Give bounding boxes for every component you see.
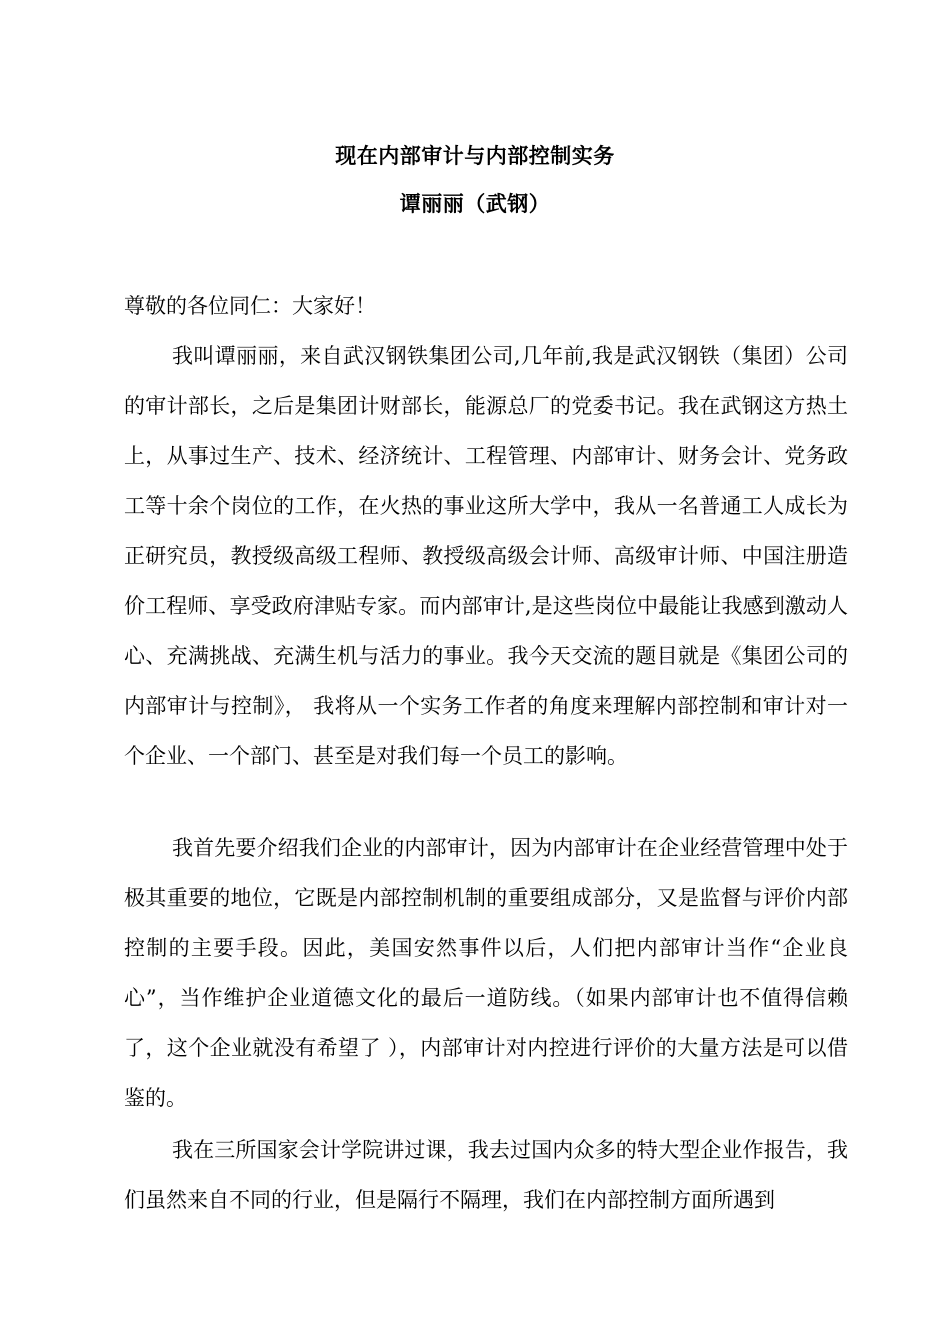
greeting-line: 尊敬的各位同仁：大家好！	[124, 294, 376, 318]
document-author: 谭丽丽（武钢）	[399, 192, 551, 216]
paragraph-text: 我在三所国家会计学院讲过课，我去过国内众多的特大型企业作报告，我们虽然来自不同的行业，但是隔行不隔理，我们在内部控制方面所遇到	[124, 1138, 848, 1212]
paragraph-text: 我首先要介绍我们企业的内部审计，因为内部审计在企业经营管理中处于极其重要的地位，它既是内部控制机制的重要组成部分，又是监督与评价内部控制的主要手段。因此，美国安然事件以后，人们把内部审计当作“企业良心”，当作维护企业道德文化的最后一道防线。（如果内部审计也不值得信赖了，这个企业就没有希望了 ），内部审计对内控进行评价的大量方法是可以借鉴的。	[124, 836, 848, 1110]
document-title: 现在内部审计与内部控制实务	[335, 144, 615, 168]
body-paragraph-2	[124, 823, 848, 1123]
body-paragraph-1	[124, 331, 848, 781]
body-paragraph-3	[124, 1125, 848, 1225]
paragraph-text: 我叫谭丽丽，来自武汉钢铁集团公司,几年前,我是武汉钢铁（集团）公司的审计部长，之后是集团计财部长，能源总厂的党委书记。我在武钢这方热土上，从事过生产、技术、经济统计、工程管理、内部审计、财务会计、党务政工等十余个岗位的工作，在火热的事业这所大学中，我从一名普通工人成长为正研究员，教授级高级工程师、教授级高级会计师、高级审计师、中国注册造价工程师、享受政府津贴专家。而内部审计,是这些岗位中最能让我感到激动人心、充满挑战、充满生机与活力的事业。我今天交流的题目就是《集团公司的内部审计与控制》， 我将从一个实务工作者的角度来理解内部控制和审计对一个企业、一个部门、甚至是对我们每一个员工的影响。	[124, 344, 848, 768]
